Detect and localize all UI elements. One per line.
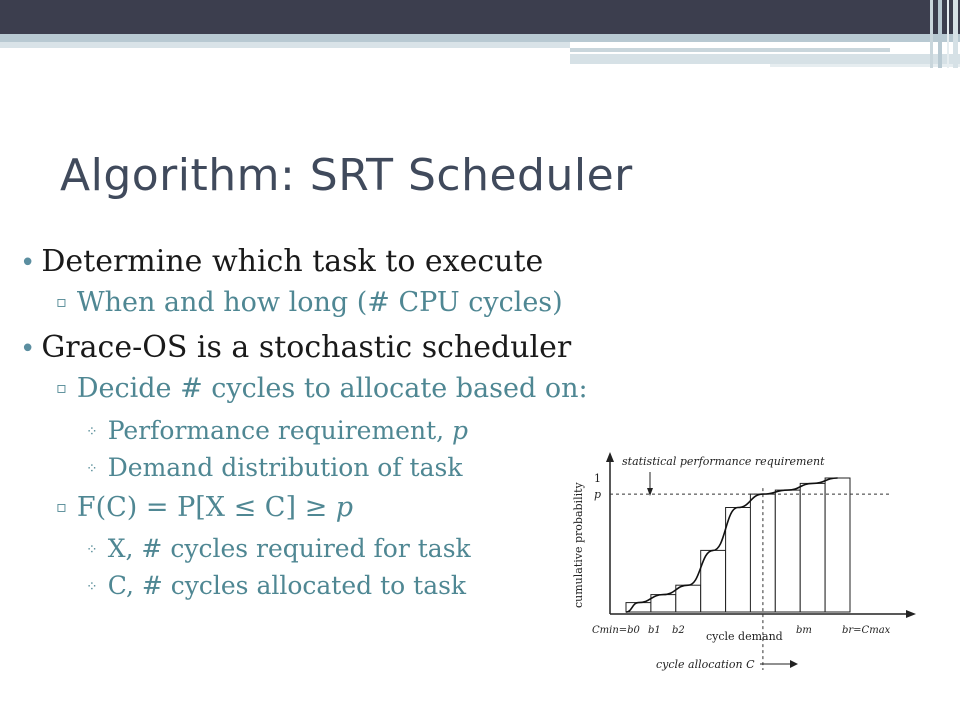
y-tick-one: 1 [594,472,601,485]
sparkle-bullet-icon: ⁘ [86,424,98,440]
histogram-bars [626,478,850,612]
y-axis-label: cumulative probability [572,482,585,608]
x-axis-label: cycle demand [706,630,783,643]
top-bar [0,0,960,34]
decor-band [0,34,960,42]
histogram-bar [775,490,800,612]
square-bullet-icon: ▫ [56,497,67,516]
top-annotation: statistical performance requirement [622,455,825,468]
histogram-bar [726,508,751,613]
bullet-item: ⁘ Performance requirement, p [86,416,469,445]
bullet-item: • Grace-OS is a stochastic scheduler [20,330,572,365]
bullet-item: ⁘ Demand distribution of task [86,453,463,482]
bullet-dot-icon: • [20,248,36,278]
histogram-bar [676,585,701,612]
bullet-item: • Determine which task to execute [20,244,544,279]
x-tick-cmax: br=Cmax [842,625,891,636]
x-tick-cmin: Cmin=b0 [592,625,640,636]
sparkle-bullet-icon: ⁘ [86,579,98,595]
bottom-arrow-icon [790,660,798,668]
bullet-dot-icon: • [20,334,36,364]
histogram-bar [750,494,775,612]
bullet-item: ▫ F(C) = P[X ≤ C] ≥ p [56,492,354,523]
y-axis-arrow-icon [606,452,614,462]
square-bullet-icon: ▫ [56,378,67,397]
decor-stripe [930,0,933,68]
histogram-bar [800,483,825,612]
bullet-item: ▫ When and how long (# CPU cycles) [56,287,563,318]
decor-stripe [947,0,949,68]
y-tick-p: p [594,488,602,502]
decor-band [570,48,890,52]
decor-stripe [953,0,958,68]
x-axis-arrow-icon [906,610,916,618]
decor-band [0,42,570,48]
decor-stripe [938,0,942,68]
square-bullet-icon: ▫ [56,292,67,311]
x-tick-bm: bm [796,625,812,636]
bullet-item: ⁘ X, # cycles required for task [86,534,471,563]
sparkle-bullet-icon: ⁘ [86,542,98,558]
sparkle-bullet-icon: ⁘ [86,461,98,477]
bottom-annotation: cycle allocation C [656,658,755,671]
x-tick-b1: b1 [648,625,661,636]
bullet-item: ▫ Decide # cycles to allocate based on: [56,373,588,404]
slide-title: Algorithm: SRT Scheduler [60,150,633,201]
bullet-item: ⁘ C, # cycles allocated to task [86,571,467,600]
x-tick-b2: b2 [672,625,685,636]
decor-band [570,54,960,64]
cdf-histogram-figure [560,448,920,678]
annotation-arrow-icon [647,488,653,496]
histogram-bar [825,478,850,612]
